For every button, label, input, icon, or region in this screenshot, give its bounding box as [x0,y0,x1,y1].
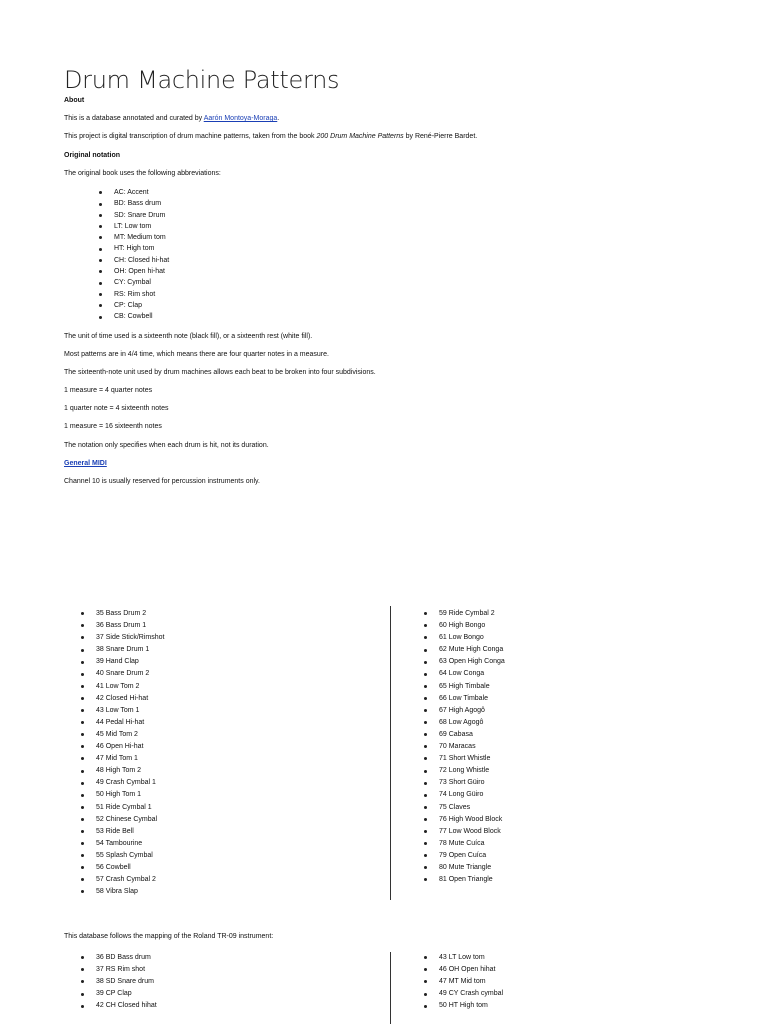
tr09-instrument-item: 50 HT High tom [439,1000,503,1012]
tr09-right-list [439,952,503,1012]
midi-instrument-item: 47 Mid Tom 1 [96,753,164,765]
column-divider [390,606,391,900]
about-project-line [64,132,704,141]
tr09-left-column [96,952,157,1012]
about-curator-line [64,114,704,123]
book-title: 200 Drum Machine Patterns [316,133,404,141]
midi-instrument-item: 58 Vibra Slap [96,886,164,898]
notation-paragraph: The unit of time used is a sixteenth note (black fill), or a sixteenth rest (white fill). [64,332,313,340]
abbreviation-list [64,187,704,323]
about-curator-text: This is a database annotated and curated by [64,115,204,123]
midi-instrument-item: 44 Pedal Hi-hat [96,717,164,729]
midi-instrument-item: 65 High Timbale [439,681,505,693]
abbreviation-item: CB: Cowbell [114,311,704,322]
tr09-note: This database follows the mapping of the Roland TR-09 instrument: [64,933,274,940]
midi-instrument-item: 60 High Bongo [439,620,505,632]
tr09-instrument-item: 46 OH Open hihat [439,964,503,976]
midi-instrument-item: 43 Low Tom 1 [96,705,164,717]
midi-instrument-item: 79 Open Cuíca [439,850,505,862]
midi-right-list [439,608,505,886]
midi-instrument-item: 67 High Agogô [439,705,505,717]
midi-instrument-item: 69 Cabasa [439,729,505,741]
general-midi-link[interactable]: General MIDI [64,459,107,467]
midi-instrument-item: 42 Closed Hi-hat [96,693,164,705]
midi-instrument-item: 39 Hand Clap [96,656,164,668]
document-body [64,96,704,495]
abbreviation-item: CP: Clap [114,300,704,311]
midi-instrument-item: 38 Snare Drum 1 [96,644,164,656]
midi-instrument-item: 54 Tambourine [96,838,164,850]
midi-instrument-item: 77 Low Wood Block [439,826,505,838]
midi-instrument-item: 48 High Tom 2 [96,765,164,777]
midi-instrument-item: 36 Bass Drum 1 [96,620,164,632]
midi-instrument-item: 35 Bass Drum 2 [96,608,164,620]
midi-instrument-item: 76 High Wood Block [439,814,505,826]
tr09-instrument-item: 36 BD Bass drum [96,952,157,964]
general-midi-line [64,459,704,468]
about-curator-period: . [277,115,280,123]
midi-instrument-item: 63 Open High Conga [439,656,505,668]
notation-paragraph: 1 measure = 16 sixteenth notes [64,423,162,431]
abbreviation-item: MT: Medium tom [114,232,704,243]
notation-paragraphs [64,332,704,450]
midi-instrument-item: 71 Short Whistle [439,753,505,765]
abbreviation-item: BD: Bass drum [114,198,704,209]
abbreviation-item: RS: Rim shot [114,289,704,300]
midi-instrument-item: 41 Low Tom 2 [96,681,164,693]
abbreviation-item: SD: Snare Drum [114,210,704,221]
tr09-instrument-item: 39 CP Clap [96,988,157,1000]
midi-instrument-item: 59 Ride Cymbal 2 [439,608,505,620]
midi-instrument-item: 37 Side Stick/Rimshot [96,632,164,644]
tr09-left-list [96,952,157,1012]
midi-instrument-item: 80 Mute Triangle [439,862,505,874]
abbreviation-item: AC: Accent [114,187,704,198]
midi-instrument-item: 73 Short Güiro [439,777,505,789]
midi-instrument-item: 46 Open Hi-hat [96,741,164,753]
notation-paragraph: 1 measure = 4 quarter notes [64,387,153,395]
about-heading: About [64,97,85,104]
midi-instrument-item: 64 Low Conga [439,668,505,680]
midi-instrument-item: 74 Long Güiro [439,789,505,801]
midi-instrument-item: 56 Cowbell [96,862,164,874]
about-project-author: by René-Pierre Bardet. [403,133,478,141]
midi-instrument-item: 78 Mute Cuíca [439,838,505,850]
abbreviation-item: LT: Low tom [114,221,704,232]
tr09-instrument-item: 43 LT Low tom [439,952,503,964]
abbreviation-item: CH: Closed hi-hat [114,255,704,266]
midi-instrument-item: 55 Splash Cymbal [96,850,164,862]
midi-instrument-item: 40 Snare Drum 2 [96,668,164,680]
midi-instrument-item: 72 Long Whistle [439,765,505,777]
tr09-instrument-item: 49 CY Crash cymbal [439,988,503,1000]
midi-left-list [96,608,164,898]
notation-paragraph: 1 quarter note = 4 sixteenth notes [64,405,169,413]
notation-intro: The original book uses the following abbreviations: [64,169,221,177]
page-title: Drum Machine Patterns [64,66,340,94]
notation-paragraph: The notation only specifies when each drum is hit, not its duration. [64,441,269,449]
midi-instrument-item: 52 Chinese Cymbal [96,814,164,826]
abbreviation-item: HT: High tom [114,243,704,254]
midi-right-column [439,608,505,886]
notation-paragraph: The sixteenth-note unit used by drum machines allows each beat to be broken into four subdivisions. [64,368,376,376]
channel-note: Channel 10 is usually reserved for percussion instruments only. [64,478,260,485]
midi-instrument-item: 62 Mute High Conga [439,644,505,656]
tr09-right-column [439,952,503,1012]
abbreviation-item: OH: Open hi-hat [114,266,704,277]
tr09-instrument-item: 42 CH Closed hihat [96,1000,157,1012]
midi-instrument-item: 45 Mid Tom 2 [96,729,164,741]
midi-instrument-item: 61 Low Bongo [439,632,505,644]
author-link[interactable]: Aarón Montoya-Moraga [203,115,278,123]
midi-instrument-item: 66 Low Timbale [439,693,505,705]
about-project-text: This project is digital transcription of drum machine patterns, taken from the book [64,133,317,141]
midi-instrument-item: 53 Ride Bell [96,826,164,838]
midi-instrument-item: 51 Ride Cymbal 1 [96,802,164,814]
column-divider [390,952,391,1024]
midi-instrument-item: 70 Maracas [439,741,505,753]
midi-instrument-item: 68 Low Agogô [439,717,505,729]
midi-instrument-item: 49 Crash Cymbal 1 [96,777,164,789]
midi-left-column [96,608,164,898]
midi-instrument-item: 57 Crash Cymbal 2 [96,874,164,886]
notation-paragraph: Most patterns are in 4/4 time, which means there are four quarter notes in a measure. [64,350,329,358]
midi-instrument-item: 75 Claves [439,802,505,814]
tr09-instrument-item: 37 RS Rim shot [96,964,157,976]
midi-instrument-item: 50 High Tom 1 [96,789,164,801]
abbreviation-item: CY: Cymbal [114,277,704,288]
tr09-instrument-item: 38 SD Snare drum [96,976,157,988]
midi-instrument-item: 81 Open Triangle [439,874,505,886]
tr09-instrument-item: 47 MT Mid tom [439,976,503,988]
notation-heading: Original notation [64,151,120,159]
